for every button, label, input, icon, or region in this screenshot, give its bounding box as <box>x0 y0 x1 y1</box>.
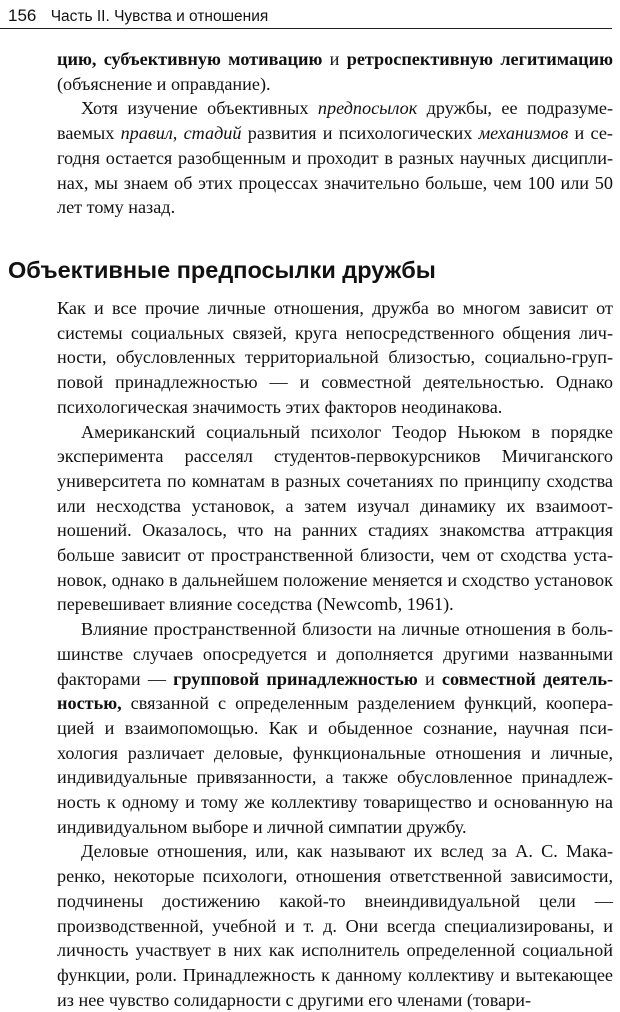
text-segment: Деловые отношения, или, как называют их вслед за А. С. Макаренко, некоторые психологи, отношения ответственной зависимости, подчинены достижению какой-то внеиндивидуальной цели — производственной, учебной и т. д. Они всегда специализированы, и личность участвует в них как исполнитель определенной социальной функции, роли. Принадлежность к данному коллективу и вытекающее из нее чувство солидарности с другими его членами (товари- <box>57 841 613 1010</box>
text-segment: и сегодня остается разобщенным и проходит в разных научных дисциплинах, мы знаем об этих процессах значительно больше, чем 100 или 50 лет тому назад. <box>57 123 613 218</box>
paragraph <box>57 617 613 839</box>
text-segment: правил, стадий <box>120 123 242 144</box>
running-title: Часть II. Чувства и отношения <box>50 8 269 25</box>
text-segment: групповой принадлежностью <box>173 668 418 689</box>
paragraph <box>57 420 613 618</box>
paragraph <box>57 47 613 96</box>
text-segment: развития и психологических <box>241 123 479 144</box>
text-segment: и <box>322 49 347 69</box>
text-segment: и <box>417 668 442 689</box>
text-segment: Влияние пространственной близости на личные отношения в большинстве случаев опосредуется и дополняется другими названными факторами — <box>57 619 613 689</box>
page-number: 156 <box>8 6 37 25</box>
header-rule <box>0 28 612 29</box>
paragraph <box>57 839 613 1012</box>
section-heading: Объективные предпосылки дружбы <box>8 257 436 283</box>
paragraph <box>57 296 613 420</box>
text-segment: механизмов <box>478 123 569 144</box>
running-head <box>8 6 612 27</box>
text-segment: связанной с определенным разделением функций, кооперацией и взаимопомощью. Как и обыденное сознание, научная психология различает деловые, функциональные отношения и личные, индивидуальные привязанности, а также обусловленное принадлежность к одному и тому же коллективу товарищество и основанную на индивидуальном выборе и личной симпатии дружбу. <box>57 693 613 837</box>
text-segment: (объяснение и оправдание). <box>57 73 271 94</box>
section-text-block <box>57 296 613 1012</box>
text-segment: Американский социальный психолог Теодор Ньюком в порядке эксперимента расселял студентов-первокурсников Мичиганского университета по комнатам в разных сочетаниях по принципу сходства или несходства установок, а затем изучал динамику их взаимоотношений. Оказалось, что на ранних стадиях знакомства аттракция больше зависит от пространственной близости, чем от сходства установок, однако в дальнейшем положение меняется и сходство установок перевешивает влияние соседства (Newcomb, 1961). <box>57 421 613 615</box>
text-segment: дружбы, ее подразумеваемых <box>57 98 613 144</box>
paragraph <box>57 96 613 220</box>
text-segment: ретроспективную легитимацию <box>346 49 614 69</box>
text-segment: предпосылок <box>317 98 418 119</box>
text-segment: Как и все прочие личные отношения, дружба во многом зависит от системы социальных связей, круга непосредственного общения личности, обусловленных территориальной близостью, социально-групповой принадлежностью — и совместной деятельностью. Однако психологическая значимость этих факторов неодинакова. <box>57 298 613 417</box>
intro-text-block <box>57 47 613 220</box>
text-segment: совместной деятельностью, <box>57 668 613 714</box>
text-segment: цию, субъективную мотивацию <box>57 49 323 69</box>
text-segment: Хотя изучение объективных <box>81 98 318 119</box>
